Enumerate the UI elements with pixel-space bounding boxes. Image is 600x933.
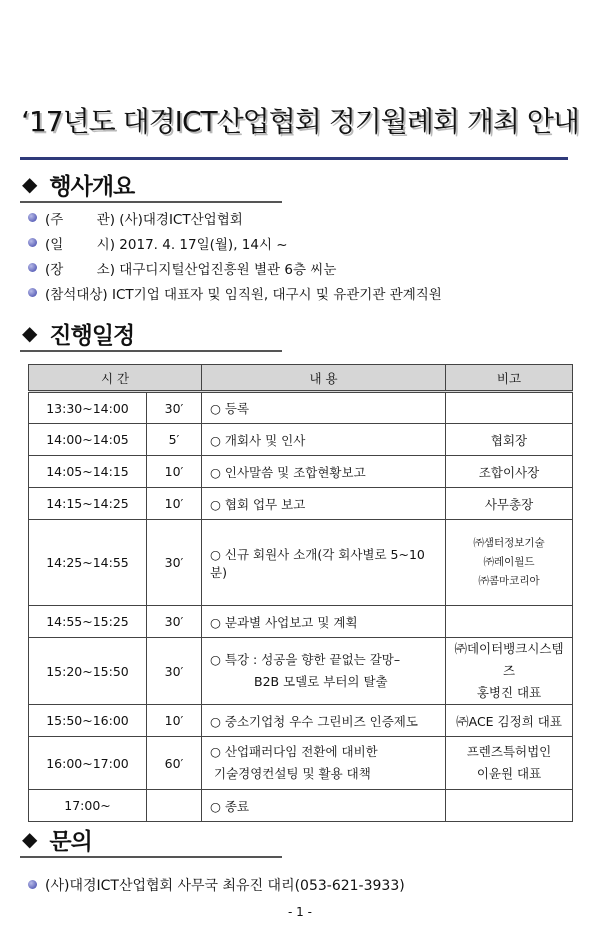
content-line: ○ 산업패러다임 전환에 대비한 bbox=[210, 744, 378, 759]
circle-bullet-icon bbox=[28, 880, 37, 889]
table-header-row bbox=[29, 365, 573, 392]
note-line: 프렌즈특허법인 bbox=[466, 744, 552, 759]
duration-cell: 10′ bbox=[147, 488, 202, 520]
content-cell bbox=[202, 520, 446, 606]
diamond-bullet-icon: ◆ bbox=[22, 827, 38, 851]
section-underline bbox=[20, 350, 282, 352]
page-number: - 1 - bbox=[288, 905, 312, 919]
content-line: ○ 분과별 사업보고 및 계획 bbox=[210, 614, 358, 630]
note-line: ㈜레이월드 bbox=[483, 556, 535, 568]
table-row bbox=[29, 488, 573, 520]
duration-cell: 30′ bbox=[147, 392, 202, 424]
content-line: ○ 중소기업청 우수 그린비즈 인증제도 bbox=[210, 713, 418, 729]
note-line: 협회장 bbox=[490, 432, 528, 448]
item-label: (참석대상) bbox=[45, 286, 108, 303]
time-cell: 14:25~14:55 bbox=[29, 520, 147, 606]
table-row bbox=[29, 737, 573, 790]
note-line: ㈜ACE 김정희 대표 bbox=[456, 713, 562, 729]
duration-cell: 30′ bbox=[147, 606, 202, 638]
table-row bbox=[29, 424, 573, 456]
section-heading-inquiry bbox=[20, 822, 92, 856]
diamond-bullet-icon: ◆ bbox=[22, 172, 38, 196]
content-cell bbox=[202, 606, 446, 638]
time-cell: 15:20~15:50 bbox=[29, 638, 147, 705]
content-line: ○ 신규 회원사 소개(각 회사별로 5~10분) bbox=[210, 546, 425, 580]
content-cell bbox=[202, 790, 446, 822]
section-underline bbox=[20, 201, 282, 203]
schedule-table bbox=[28, 364, 573, 822]
content-line: ○ 협회 업무 보고 bbox=[210, 496, 306, 512]
note-cell bbox=[446, 606, 573, 638]
overview-list bbox=[28, 205, 442, 305]
section-underline bbox=[20, 856, 282, 858]
section-heading-text: 진행일정 bbox=[49, 322, 135, 349]
page-title: ‘17년도 대경ICT산업협회 정기월례회 개최 안내 bbox=[21, 105, 579, 138]
content-cell bbox=[202, 737, 446, 790]
duration-cell: 10′ bbox=[147, 456, 202, 488]
content-line: ○ 개회사 및 인사 bbox=[210, 432, 306, 448]
duration-cell: 60′ bbox=[147, 737, 202, 790]
note-cell bbox=[446, 705, 573, 737]
time-cell: 17:00~ bbox=[29, 790, 147, 822]
note-line: 사무총장 bbox=[484, 496, 534, 512]
content-line: 기술경영컨설팅 및 활용 대책 bbox=[214, 766, 371, 781]
diamond-bullet-icon: ◆ bbox=[22, 321, 38, 345]
header-time: 시 간 bbox=[29, 365, 202, 392]
item-label: (장 소) bbox=[45, 261, 115, 278]
content-cell bbox=[202, 424, 446, 456]
list-item bbox=[28, 280, 442, 305]
item-value: 대구디지털산업진흥원 별관 6층 씨눈 bbox=[119, 261, 337, 278]
note-line: ㈜샘터정보기술 bbox=[473, 537, 545, 549]
header-content: 내 용 bbox=[202, 365, 446, 392]
table-row bbox=[29, 392, 573, 424]
circle-bullet-icon bbox=[28, 238, 37, 247]
section-heading-text: 문의 bbox=[49, 828, 92, 855]
list-item bbox=[28, 872, 405, 897]
note-line: 홍병진 대표 bbox=[476, 685, 542, 700]
table-row bbox=[29, 705, 573, 737]
note-line: 조합이사장 bbox=[478, 464, 540, 480]
header-note: 비고 bbox=[446, 365, 573, 392]
table-row bbox=[29, 638, 573, 705]
time-cell: 14:05~14:15 bbox=[29, 456, 147, 488]
circle-bullet-icon bbox=[28, 288, 37, 297]
item-value: (사)대경ICT산업협회 bbox=[119, 211, 243, 228]
note-cell bbox=[446, 520, 573, 606]
item-label: (일 시) bbox=[45, 236, 115, 253]
note-cell bbox=[446, 392, 573, 424]
content-cell bbox=[202, 488, 446, 520]
note-line: ㈜데이터뱅크시스템즈 bbox=[454, 641, 564, 678]
content-line: ○ 특강 : 성공을 향한 끝없는 갈망– bbox=[210, 652, 401, 667]
table-row bbox=[29, 456, 573, 488]
note-cell bbox=[446, 638, 573, 705]
note-cell bbox=[446, 488, 573, 520]
time-cell: 13:30~14:00 bbox=[29, 392, 147, 424]
time-cell: 16:00~17:00 bbox=[29, 737, 147, 790]
content-line: B2B 모델로 부터의 탈출 bbox=[254, 674, 388, 689]
note-cell bbox=[446, 456, 573, 488]
list-item bbox=[28, 205, 442, 230]
item-value: 2017. 4. 17일(월), 14시 ~ bbox=[119, 236, 288, 253]
duration-cell bbox=[147, 790, 202, 822]
contact-text: (사)대경ICT산업협회 사무국 최유진 대리(053-621-3933) bbox=[45, 877, 405, 894]
note-line: ㈜콤마코리아 bbox=[478, 575, 540, 587]
content-cell bbox=[202, 705, 446, 737]
table-row bbox=[29, 606, 573, 638]
time-cell: 14:00~14:05 bbox=[29, 424, 147, 456]
time-cell: 14:55~15:25 bbox=[29, 606, 147, 638]
title-underline bbox=[20, 157, 568, 160]
content-cell bbox=[202, 392, 446, 424]
circle-bullet-icon bbox=[28, 263, 37, 272]
time-cell: 15:50~16:00 bbox=[29, 705, 147, 737]
list-item bbox=[28, 230, 442, 255]
content-cell bbox=[202, 638, 446, 705]
circle-bullet-icon bbox=[28, 213, 37, 222]
list-item bbox=[28, 255, 442, 280]
section-heading-overview bbox=[20, 167, 134, 201]
duration-cell: 10′ bbox=[147, 705, 202, 737]
contact-list bbox=[28, 872, 405, 897]
duration-cell: 5′ bbox=[147, 424, 202, 456]
note-cell bbox=[446, 424, 573, 456]
content-line: ○ 종료 bbox=[210, 798, 250, 814]
note-cell bbox=[446, 737, 573, 790]
section-heading-schedule bbox=[20, 316, 134, 350]
table-row bbox=[29, 790, 573, 822]
note-cell bbox=[446, 790, 573, 822]
content-cell bbox=[202, 456, 446, 488]
item-label: (주 관) bbox=[45, 211, 115, 228]
content-line: ○ 등록 bbox=[210, 401, 250, 416]
item-value: ICT기업 대표자 및 임직원, 대구시 및 유관기관 관계직원 bbox=[112, 286, 442, 303]
content-line: ○ 인사말씀 및 조합현황보고 bbox=[210, 464, 366, 480]
duration-cell: 30′ bbox=[147, 520, 202, 606]
duration-cell: 30′ bbox=[147, 638, 202, 705]
section-heading-text: 행사개요 bbox=[49, 173, 135, 200]
table-row bbox=[29, 520, 573, 606]
time-cell: 14:15~14:25 bbox=[29, 488, 147, 520]
note-line: 이윤원 대표 bbox=[476, 766, 542, 781]
